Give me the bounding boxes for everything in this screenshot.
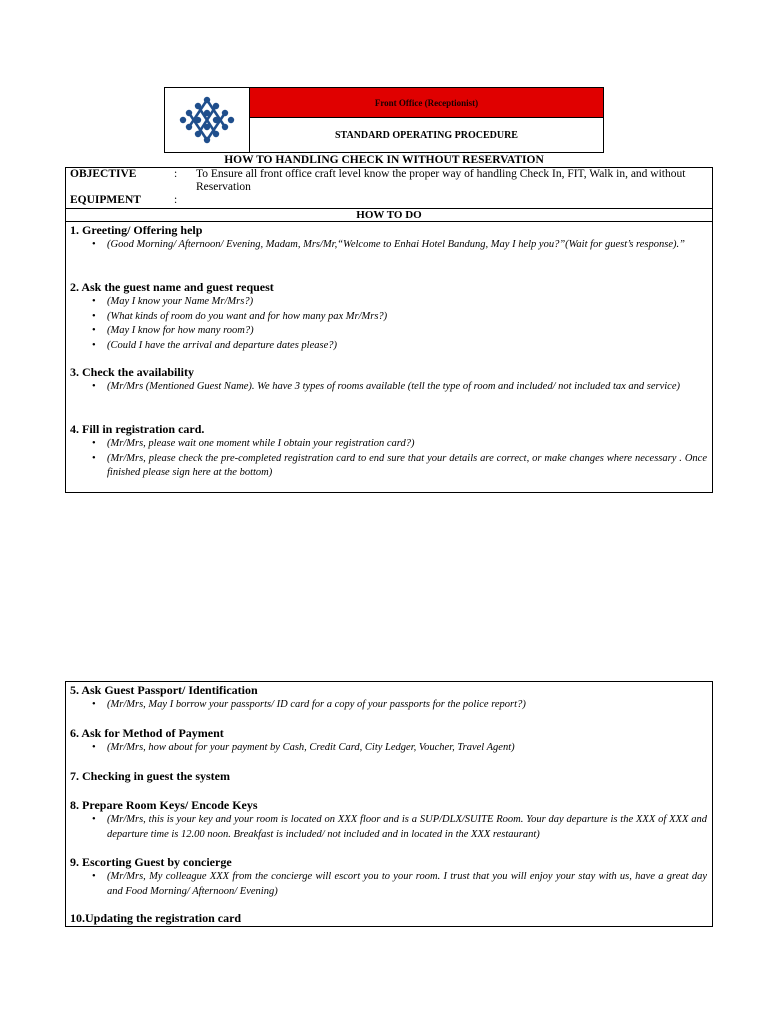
list-item: • (Could I have the arrival and departure dates please?) <box>92 339 337 351</box>
objective-text: To Ensure all front office craft level know the proper way of handling Check In, FIT, Walk in, and without Reservation <box>196 168 686 193</box>
step-title: 5. Ask Guest Passport/ Identification <box>70 683 258 697</box>
step-7 <box>70 769 710 784</box>
diamond-lattice-logo-icon <box>179 94 235 146</box>
step-3 <box>70 365 710 395</box>
list-item: • (Mr/Mrs, My colleague XXX from the concierge will escort you to your room. I trust that you will enjoy your stay with us, have a great day and Food Morning/ Afternoon/ Evening) <box>92 871 707 897</box>
equipment-colon: : <box>174 194 178 206</box>
list-item: • (May I know your Name Mr/Mrs?) <box>92 296 254 307</box>
step-title: 6. Ask for Method of Payment <box>70 726 224 740</box>
step-title: 3. Check the availability <box>70 365 195 379</box>
list-item: • (Mr/Mrs, please check the pre-completed registration card to end sure that your details are correct, or make changes where necessary . Once finished please sign here at the bottom) <box>92 452 707 478</box>
step-9 <box>70 855 710 899</box>
step-2 <box>70 280 710 353</box>
list-item: • (What kinds of room do you want and for how many pax Mr/Mrs?) <box>92 310 388 322</box>
list-item: • (Mr/Mrs, this is your key and your room is located on XXX floor and is a SUP/DLX/SUITE Room. Your day departure is the XXX of XXX and departure time is 12.00 noon. Breakfast is included/ not included and in located in the XXX restaurant) <box>92 814 707 840</box>
department-cell: Front Office (Receptionist) <box>250 88 603 118</box>
list-item: • (Mr/Mrs, how about for your payment by Cash, Credit Card, City Ledger, Voucher, Travel Agent) <box>92 742 515 753</box>
logo-cell <box>165 88 250 152</box>
step-title: 1. Greeting/ Offering help <box>70 223 203 237</box>
list-item: • (Mr/Mrs, May I borrow your passports/ ID card for a copy of your passports for the police report?) <box>92 699 526 710</box>
list-item: • (Mr/Mrs (Mentioned Guest Name). We have 3 types of rooms available (tell the type of room and included/ not included tax and service) <box>92 381 680 392</box>
objective-colon: : <box>174 168 178 180</box>
document-title: HOW TO HANDLING CHECK IN WITHOUT RESERVATION <box>224 154 544 166</box>
step-title: 4. Fill in registration card. <box>70 422 205 436</box>
step-6 <box>70 726 710 756</box>
step-title: 7. Checking in guest the system <box>70 769 231 783</box>
step-8 <box>70 798 710 842</box>
list-item: • (May I know for how many room?) <box>92 325 254 336</box>
header-box <box>164 87 604 153</box>
how-to-do-header: HOW TO DO <box>66 208 712 222</box>
step-title: 9. Escorting Guest by concierge <box>70 855 232 869</box>
list-item: • (Mr/Mrs, please wait one moment while I obtain your registration card?) <box>92 438 415 449</box>
step-1 <box>70 223 710 253</box>
equipment-label: EQUIPMENT <box>70 194 141 206</box>
step-title: 10.Updating the registration card <box>70 911 242 925</box>
procedure-box-1 <box>65 167 713 493</box>
step-4 <box>70 422 710 481</box>
step-5 <box>70 683 710 713</box>
doc-type-cell: STANDARD OPERATING PROCEDURE <box>335 129 518 141</box>
step-title: 2. Ask the guest name and guest request <box>70 280 274 294</box>
step-title: 8. Prepare Room Keys/ Encode Keys <box>70 798 258 812</box>
objective-label: OBJECTIVE <box>70 168 137 180</box>
step-10 <box>70 911 710 926</box>
procedure-box-2 <box>65 681 713 927</box>
list-item: • (Good Morning/ Afternoon/ Evening, Madam, Mrs/Mr,“Welcome to Enhai Hotel Bandung, May I help you?”(Wait for guest’s response).” <box>92 239 685 250</box>
